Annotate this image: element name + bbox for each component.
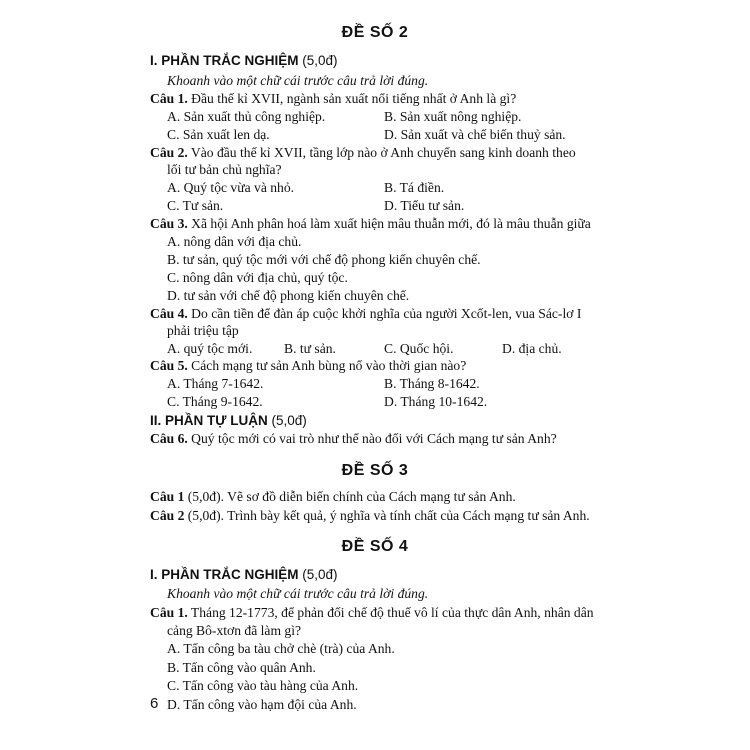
exam-4-title: ĐỀ SỐ 4 — [341, 538, 409, 555]
option-b: B. Sản xuất nông nghiệp. — [384, 109, 522, 124]
exam-3-title: ĐỀ SỐ 3 — [341, 462, 409, 479]
option-a: A. Tấn công ba tàu chở chè (trà) của Anh. — [167, 641, 395, 656]
part-score: (5,0đ) — [298, 53, 338, 68]
part-score: (5,0đ) — [267, 413, 307, 428]
question-1-continued: cảng Bô-xtơn đã làm gì? — [167, 623, 302, 638]
exam-2-title: ĐỀ SỐ 2 — [341, 24, 409, 41]
question-text: Do cần tiền để đàn áp cuộc khởi nghĩa của người Xcốt-len, vua Sác-lơ I — [187, 306, 582, 321]
option-b: B. Tá điền. — [384, 180, 445, 195]
question-text: (5,0đ). Vẽ sơ đồ diễn biến chính của Cách mạng tư sản Anh. — [184, 489, 516, 504]
option-b: B. Tấn công vào quân Anh. — [167, 660, 316, 675]
option-a: A. nông dân với địa chủ. — [167, 234, 302, 249]
question-3 — [150, 215, 591, 233]
option-a: A. Sản xuất thủ công nghiệp. — [167, 109, 326, 124]
question-text: (5,0đ). Trình bày kết quả, ý nghĩa và tính chất của Cách mạng tư sản Anh. — [184, 508, 590, 523]
page-number: 6 — [150, 695, 159, 712]
option-c: C. Sản xuất len dạ. — [167, 127, 270, 142]
question-text: Tháng 12-1773, để phản đối chế độ thuế vô lí của thực dân Anh, nhân dân — [187, 605, 594, 620]
question-5 — [150, 357, 466, 375]
option-a: A. quý tộc mới. — [167, 341, 253, 356]
question-label: Câu 2. — [150, 145, 188, 160]
option-d: D. địa chủ. — [502, 341, 562, 356]
question-label: Câu 2 — [150, 508, 185, 523]
question-label: Câu 1. — [150, 91, 188, 106]
question-2 — [150, 144, 576, 162]
exam-2-part1-heading — [150, 52, 338, 70]
exam-4-instruction: Khoanh vào một chữ cái trước câu trả lời đúng. — [167, 586, 429, 601]
question-label: Câu 6. — [150, 431, 188, 446]
exam-2-instruction: Khoanh vào một chữ cái trước câu trả lời đúng. — [167, 73, 429, 88]
option-d: D. Tháng 10-1642. — [384, 394, 488, 409]
option-d: D. tư sản với chế độ phong kiến chuyên chế. — [167, 288, 410, 303]
part-title: II. PHẦN TỰ LUẬN — [150, 413, 268, 428]
question-2-continued: lối tư bản chủ nghĩa? — [167, 162, 282, 177]
option-b: B. tư sản. — [284, 341, 336, 356]
question-text: Vào đầu thế kỉ XVII, tầng lớp nào ở Anh chuyển sang kinh doanh theo — [187, 145, 576, 160]
option-d: D. Tấn công vào hạm đội của Anh. — [167, 697, 357, 712]
question-6 — [150, 430, 557, 448]
question-text: Cách mạng tư sản Anh bùng nổ vào thời gian nào? — [187, 358, 467, 373]
exam-4-question-1 — [150, 604, 594, 622]
option-d: D. Tiểu tư sản. — [384, 198, 465, 213]
part-title: I. PHẦN TRẮC NGHIỆM — [150, 53, 299, 68]
part-score: (5,0đ) — [298, 567, 338, 582]
exam-3-question-2 — [150, 507, 590, 525]
option-c: C. Tháng 9-1642. — [167, 394, 263, 409]
exam-3-question-1 — [150, 488, 516, 506]
question-label: Câu 4. — [150, 306, 188, 321]
question-label: Câu 5. — [150, 358, 188, 373]
option-b: B. tư sản, quý tộc mới với chế độ phong kiến chuyên chế. — [167, 252, 481, 267]
question-text: Xã hội Anh phân hoá làm xuất hiện mâu thuẫn mới, đó là mâu thuẫn giữa — [187, 216, 591, 231]
option-a: A. Tháng 7-1642. — [167, 376, 264, 391]
question-label: Câu 1. — [150, 605, 188, 620]
option-a: A. Quý tộc vừa và nhỏ. — [167, 180, 295, 195]
question-4-continued: phải triệu tập — [167, 323, 239, 338]
part-title: I. PHẦN TRẮC NGHIỆM — [150, 567, 299, 582]
option-d: D. Sản xuất và chế biến thuỷ sản. — [384, 127, 566, 142]
option-c: C. Quốc hội. — [384, 341, 454, 356]
question-label: Câu 3. — [150, 216, 188, 231]
question-text: Quý tộc mới có vai trò như thế nào đối với Cách mạng tư sản Anh? — [187, 431, 557, 446]
exam-2-part2-heading — [150, 412, 307, 430]
option-c: C. nông dân với địa chủ, quý tộc. — [167, 270, 348, 285]
exam-4-part1-heading — [150, 566, 338, 584]
question-label: Câu 1 — [150, 489, 185, 504]
question-4 — [150, 305, 581, 323]
question-1 — [150, 90, 516, 108]
question-text: Đầu thế kỉ XVII, ngành sản xuất nổi tiếng nhất ở Anh là gì? — [187, 91, 517, 106]
option-c: C. Tấn công vào tàu hàng của Anh. — [167, 678, 359, 693]
option-b: B. Tháng 8-1642. — [384, 376, 480, 391]
option-c: C. Tư sản. — [167, 198, 224, 213]
